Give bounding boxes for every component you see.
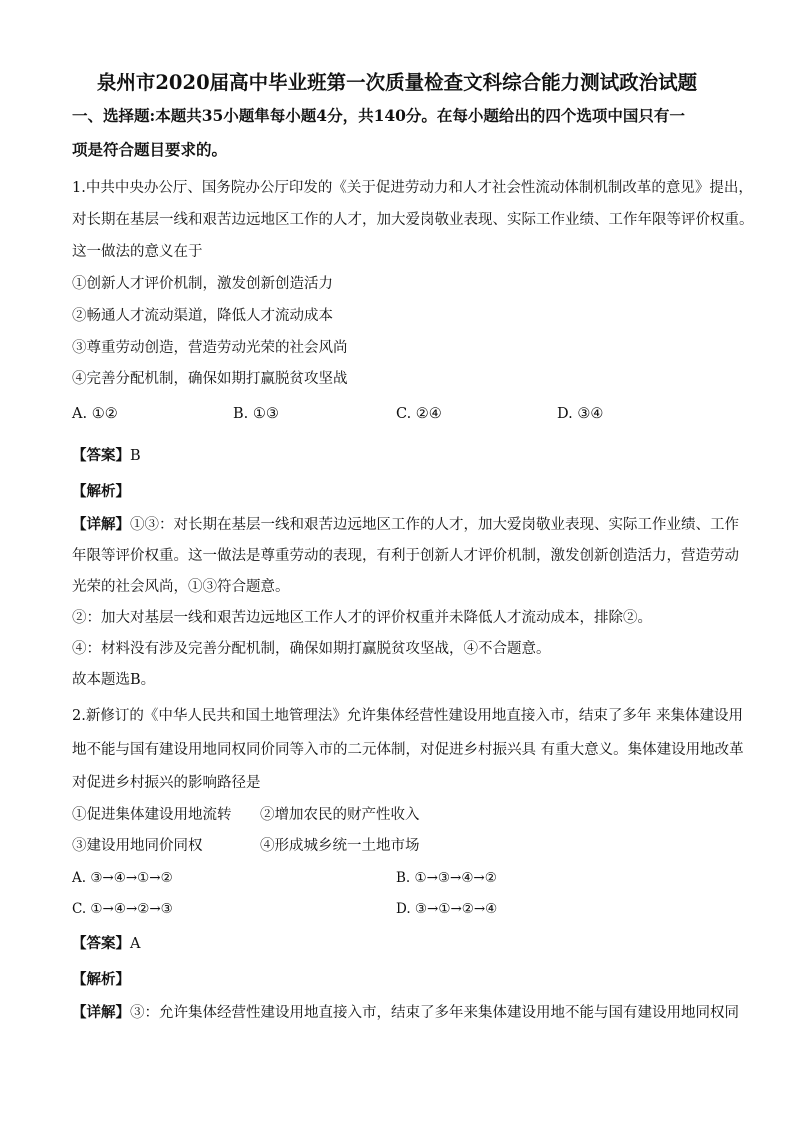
- q1-option-c: C. ②④: [396, 406, 442, 422]
- q2-detail-text-1: ③：允许集体经营性建设用地直接入市，结束了多年来集体建设用地不能与国有建设用地同权同: [130, 1005, 739, 1021]
- q1-detail-line-3: 光荣的社会风尚，①③符合题意。: [72, 579, 290, 595]
- q2-answer: [72, 934, 140, 954]
- q2-option-a: A. ③→④→①→②: [72, 870, 173, 886]
- q2-analysis-tag: 【解析】: [72, 971, 130, 988]
- q2-item-3: ③建设用地同价同权: [72, 838, 203, 854]
- q1-answer-tag: 【答案】: [72, 447, 130, 464]
- q2-item-1: ①促进集体建设用地流转: [72, 807, 232, 823]
- q2-stem-line-2: 地不能与国有建设用地同权同价同等入市的二元体制，对促进乡村振兴具 有重大意义。集体建设用地改革: [72, 742, 744, 758]
- q1-detail-text-1: ①③：对长期在基层一线和艰苦边远地区工作的人才，加大爱岗敬业表现、实际工作业绩、工作: [130, 517, 739, 533]
- q2-option-c: C. ①→④→②→③: [72, 901, 173, 917]
- q1-option-d: D. ③④: [557, 406, 604, 422]
- q2-detail-line-1: [72, 1003, 739, 1023]
- q1-item-2: ②畅通人才流动渠道，降低人才流动成本: [72, 308, 333, 324]
- q1-option-b: B. ①③: [233, 406, 279, 422]
- q1-detail-tag: 【详解】: [72, 516, 130, 533]
- q2-answer-value: A: [130, 936, 141, 952]
- q1-analysis-tag: 【解析】: [72, 483, 130, 500]
- q1-stem-line-2: 对长期在基层一线和艰苦边远地区工作的人才，加大爱岗敬业表现、实际工作业绩、工作年限等评价权重。: [72, 212, 754, 228]
- q1-option-a: A. ①②: [72, 406, 118, 422]
- page-title: 泉州市2020届高中毕业班第一次质量检查文科综合能力测试政治试题: [96, 71, 698, 94]
- q2-item-4: ④形成城乡统一土地市场: [260, 838, 420, 854]
- q1-item-3: ③尊重劳动创造，营造劳动光荣的社会风尚: [72, 340, 348, 356]
- q1-stem-line-3: 这一做法的意义在于: [72, 244, 203, 260]
- section-heading-line-2: 项是符合题目要求的。: [72, 140, 228, 159]
- q1-detail-line-5: ④：材料没有涉及完善分配机制，确保如期打赢脱贫攻坚战，④不合题意。: [72, 641, 551, 657]
- q2-detail-tag: 【详解】: [72, 1004, 130, 1021]
- q1-answer: [72, 446, 141, 466]
- q1-item-1: ①创新人才评价机制，激发创新创造活力: [72, 276, 333, 292]
- q1-conclusion: 故本题选B。: [72, 672, 156, 688]
- q2-stem-line-3: 对促进乡村振兴的影响路径是: [72, 775, 261, 791]
- q2-option-d: D. ③→①→②→④: [396, 901, 498, 917]
- q1-stem-line-1: 1.中共中央办公厅、国务院办公厅印发的《关于促进劳动力和人才社会性流动体制机制改革的意见》提出，: [72, 180, 753, 196]
- q1-answer-value: B: [130, 448, 141, 464]
- q2-item-2: ②增加农民的财产性收入: [260, 807, 420, 823]
- q1-detail-line-2: 年限等评价权重。这一做法是尊重劳动的表现，有利于创新人才评价机制，激发创新创造活力，营造劳动: [72, 548, 739, 564]
- q1-detail-line-1: [72, 515, 739, 535]
- q1-item-4: ④完善分配机制，确保如期打赢脱贫攻坚战: [72, 371, 348, 387]
- q2-answer-tag: 【答案】: [72, 935, 130, 952]
- q2-stem-line-1: 2.新修订的《中华人民共和国土地管理法》允许集体经营性建设用地直接入市，结束了多年 来集体建设用: [72, 708, 743, 724]
- q1-detail-line-4: ②：加大对基层一线和艰苦边远地区工作人才的评价权重并未降低人才流动成本，排除②。: [72, 610, 652, 626]
- q2-option-b: B. ①→③→④→②: [396, 870, 497, 886]
- section-heading-line-1: 一、选择题:本题共35小题隼每小题4分，共140分。在每小题给出的四个选项中国只有一: [72, 106, 685, 125]
